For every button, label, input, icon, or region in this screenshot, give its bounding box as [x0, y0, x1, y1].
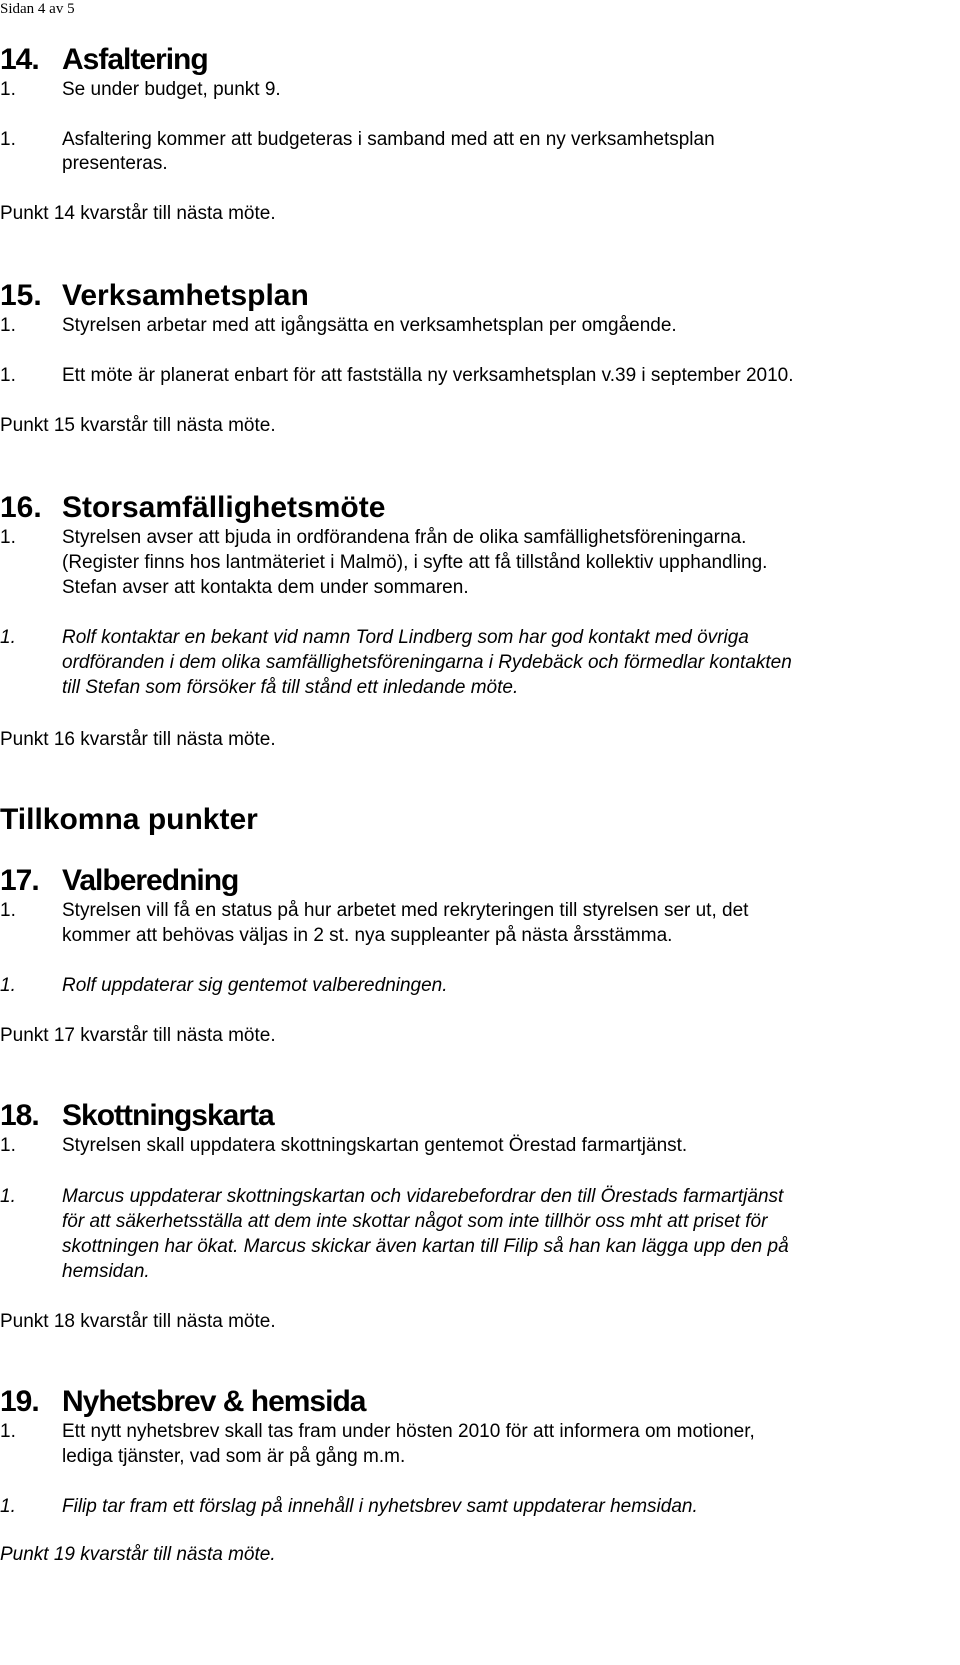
section-18-title: Skottningskarta — [62, 1099, 274, 1132]
section-18-number: 18. — [0, 1099, 39, 1132]
section-19-number: 19. — [0, 1385, 39, 1418]
section-16-number: 16. — [0, 491, 42, 524]
section-15-status: Punkt 15 kvarstår till nästa möte. — [0, 415, 276, 436]
section-19-status: Punkt 19 kvarstår till nästa möte. — [0, 1544, 276, 1565]
section-15-number: 15. — [0, 279, 42, 312]
section-17-status: Punkt 17 kvarstår till nästa möte. — [0, 1025, 276, 1046]
section-14-status: Punkt 14 kvarstår till nästa möte. — [0, 203, 276, 224]
section-14-number: 14. — [0, 43, 39, 76]
section-17-title: Valberedning — [62, 864, 239, 897]
page-number-header: Sidan 4 av 5 — [0, 1, 75, 17]
section-16-title: Storsamfällighetsmöte — [62, 491, 386, 524]
section-19-title: Nyhetsbrev & hemsida — [62, 1385, 366, 1418]
section-15-title: Verksamhetsplan — [62, 279, 309, 312]
section-18-status: Punkt 18 kvarstår till nästa möte. — [0, 1311, 276, 1332]
additional-points-heading: Tillkomna punkter — [0, 803, 258, 836]
section-17-number: 17. — [0, 864, 39, 897]
section-16-status: Punkt 16 kvarstår till nästa möte. — [0, 729, 276, 750]
section-14-title: Asfaltering — [62, 43, 208, 76]
document-page: Sidan 4 av 5 14. Asfaltering 1. Se under budget, punkt 9. 1. Asfaltering kommer att budgeteras i samband med att en ny verksamhetsplan presenteras. Punkt 14 kvarstår till nästa möte. 15. Verksamhetsplan 1. Styrelsen arbetar med att igångsätta en verksamhetsplan per omgående. 1. Ett möte är planerat enbart för att fastställa ny verksamhetsplan v.39 i september 2010. Punkt 15 kvarstår till nästa möte. 16. Storsamfällighetsmöte 1. Styrelsen avser att bjuda in ordförandena från de olika samfällighetsföreningarna. (Register finns hos lantmäteriet i Malmö), i syfte att få tillstånd kollektiv upphandling. Stefan avser att kontakta dem under sommaren. 1. Rolf kontaktar en bekant vid namn Tord Lindberg som har god kontakt med övriga ordföranden i dem olika samfällighetsföreningarna i Rydebäck och förmedlar kontakten till Stefan som försöker få till stånd ett inledande möte. Punkt 16 kvarstår till nästa möte. Tillkomna punkter 17. Valberedning 1. Styrelsen vill få en status på hur arbetet med rekryteringen till styrelsen ser ut, det kommer att behövas väljas in 2 st. nya suppleanter på nästa årsstämma. 1. Rolf uppdaterar sig gentemot valberedningen. Punkt 17 kvarstår till nästa möte. 18. Skottningskarta 1. Styrelsen skall uppdatera skottningskartan gentemot Örestad farmartjänst. 1. Marcus uppdaterar skottningskartan och vidarebefordrar den till Örestads farmartjänst för att säkerhetsställa att dem inte skottar något som inte tillhör oss mht att priset för skottningen har ökat. Marcus skickar även kartan till Filip så han kan lägga upp den på hemsidan. Punkt 18 kvarstår till nästa möte. 19. Nyhetsbrev & hemsida 1. Ett nytt nyhetsbrev skall tas fram under hösten 2010 för att informera om motioner, lediga tjänster, vad som är på gång m.m. 1. Filip tar fram ett förslag på innehåll i nyhetsbrev samt uppdaterar hemsidan. Punkt 19 kvarstår till nästa möte. — [0, 1, 794, 1565]
